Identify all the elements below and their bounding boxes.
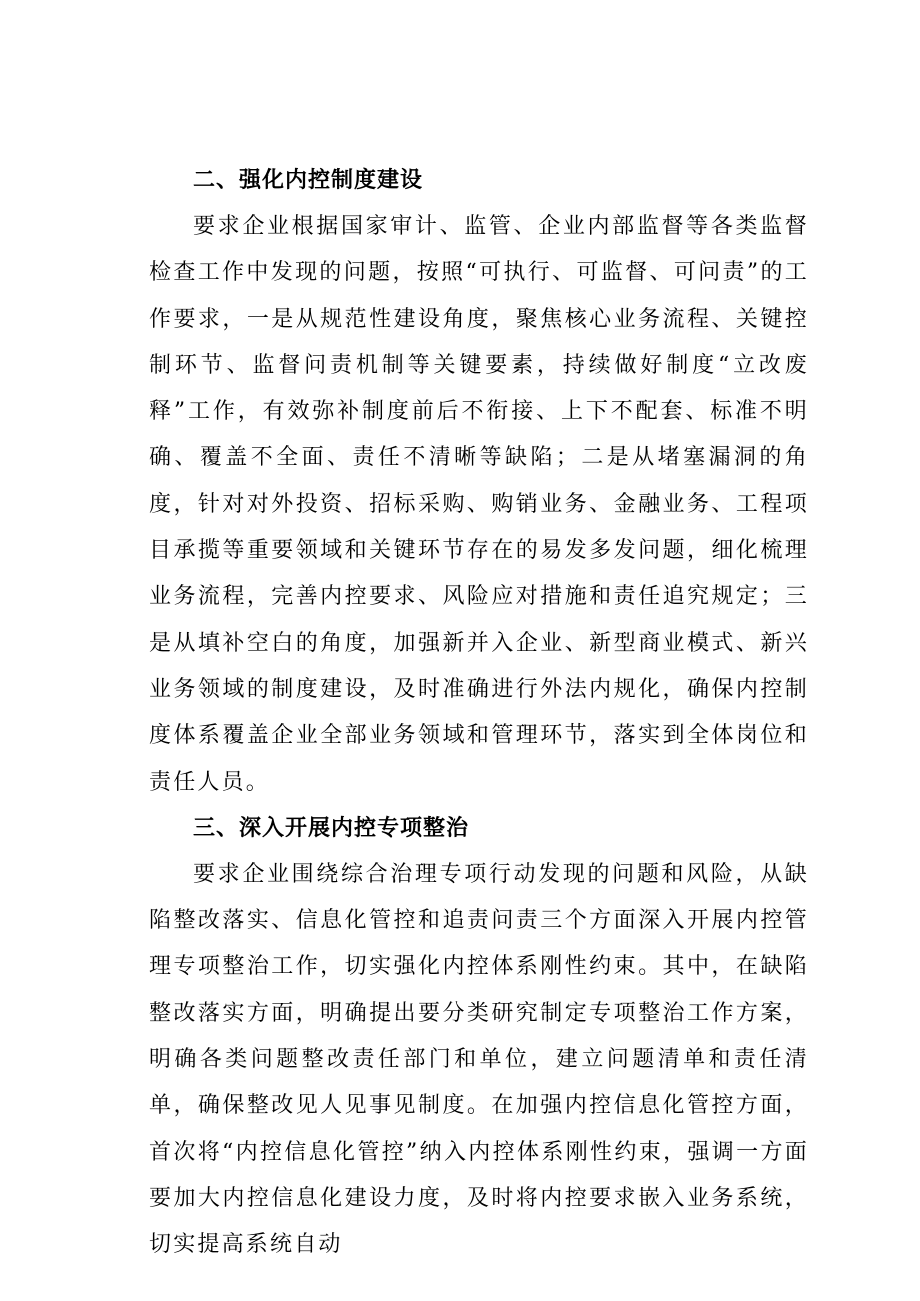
section-paragraph-internal-control-system: 要求企业根据国家审计、监管、企业内部监督等各类监督检查工作中发现的问题，按照“可执行、可监督、可问责”的工作要求，一是从规范性建设角度，聚焦核心业务流程、关键控制环节、监督问责机制等关键要素，持续做好制度“立改废释”工作，有效弥补制度前后不衔接、上下不配套、标准不明确、覆盖不全面、责任不清晰等缺陷；二是从堵塞漏洞的角度，针对对外投资、招标采购、购销业务、金融业务、工程项目承揽等重要领域和关键环节存在的易发多发问题，细化梳理业务流程，完善内控要求、风险应对措施和责任追究规定；三是从填补空白的角度，加强新并入企业、新型商业模式、新兴业务领域的制度建设，及时准确进行外法内规化，确保内控制度体系覆盖企业全部业务领域和管理环节，落实到全体岗位和责任人员。	[149, 214, 809, 795]
document-body	[149, 158, 809, 1269]
section-paragraph-special-rectification: 要求企业围绕综合治理专项行动发现的问题和风险，从缺陷整改落实、信息化管控和追责问责三个方面深入开展内控管理专项整治工作，切实强化内控体系刚性约束。其中，在缺陷整改落实方面，明确提出要分类研究制定专项整治工作方案，明确各类问题整改责任部门和单位，建立问题清单和责任清单，确保整改见人见事见制度。在加强内控信息化管控方面，首次将“内控信息化管控”纳入内控体系刚性约束，强调一方面要加大内控信息化建设力度，及时将内控要求嵌入业务系统，切实提高系统自动	[149, 861, 809, 1258]
section-heading-internal-control-system: 二、强化内控制度建设	[193, 168, 424, 193]
section-heading-special-rectification: 三、深入开展内控专项整治	[193, 815, 470, 841]
